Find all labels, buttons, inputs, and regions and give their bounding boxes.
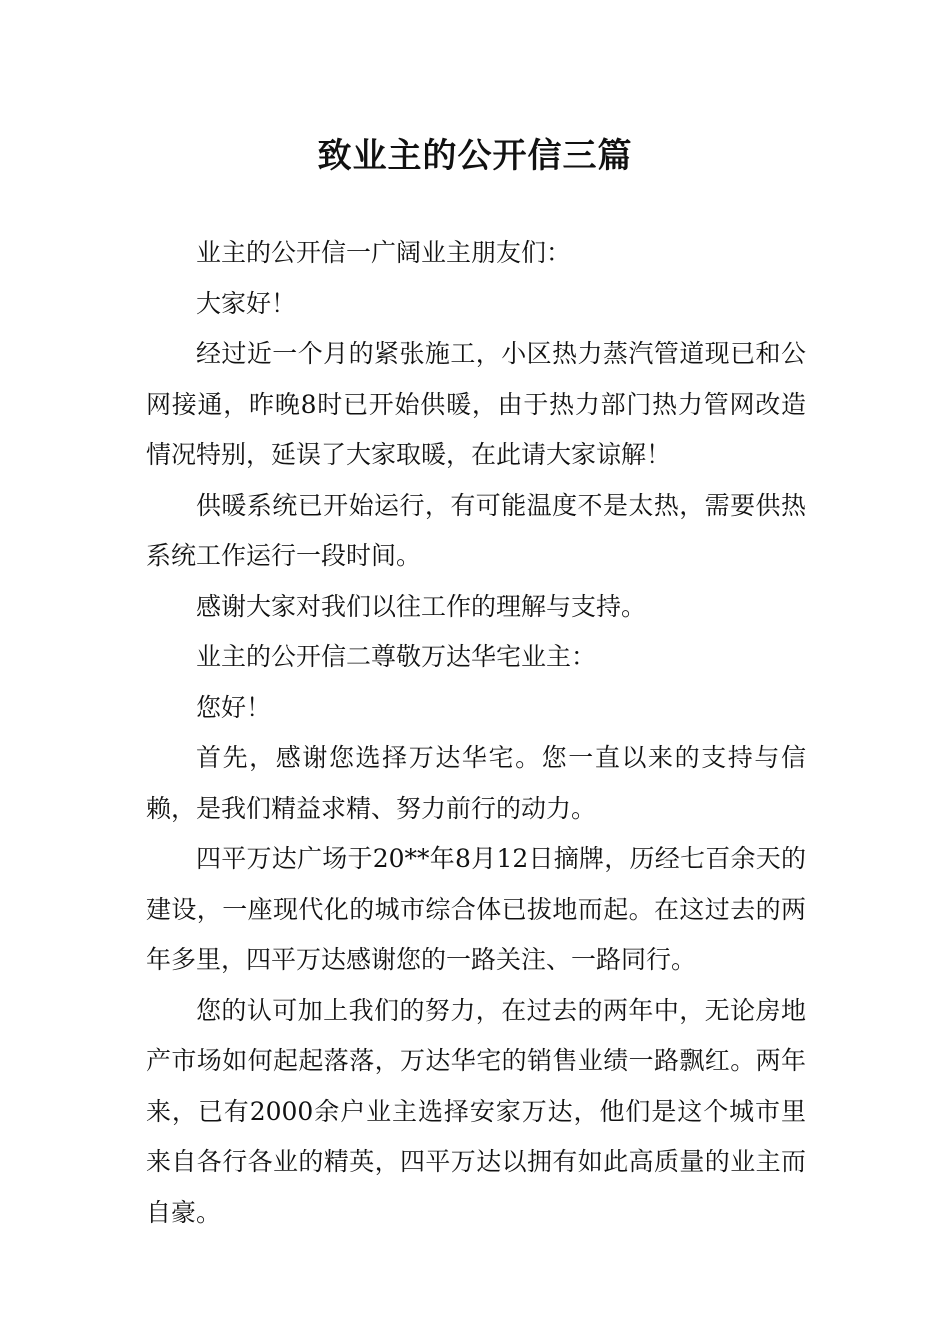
paragraph-first-thanks: 首先，感谢您选择万达华宅。您一直以来的支持与信赖，是我们精益求精、努力前行的动力。 [146,743,806,823]
paragraph-thanks: 感谢大家对我们以往工作的理解与支持。 [196,591,647,621]
paragraph-achievements: 您的认可加上我们的努力，在过去的两年中，无论房地产市场如何起起落落，万达华宅的销售业绩一路飘红。两年来，已有2000余户业主选择安家万达，他们是这个城市里来自各行各业的精英，四平万达以拥有如此高质量的业主而自豪。 [146,995,806,1227]
paragraph-heating-notice: 经过近一个月的紧张施工，小区热力蒸汽管道现已和公网接通，昨晚8时已开始供暖，由于热力部门热力管网改造情况特别，延误了大家取暖，在此请大家谅解！ [146,339,806,469]
paragraph-salutation-1: 大家好！ [196,288,297,318]
paragraph-greeting-2: 业主的公开信二尊敬万达华宅业主： [196,642,597,671]
paragraph-salutation-2: 您好！ [196,692,272,722]
paragraph-greeting-1: 业主的公开信一广阔业主朋友们： [196,238,572,267]
paragraph-history: 四平万达广场于20**年8月12日摘牌，历经七百余天的建设，一座现代化的城市综合体已拔地而起。在这过去的两年多里，四平万达感谢您的一路关注、一路同行。 [146,844,806,974]
document-title: 致业主的公开信三篇 [317,136,633,176]
document-body [146,228,806,1238]
paragraph-heating-system: 供暖系统已开始运行，有可能温度不是太热，需要供热系统工作运行一段时间。 [146,490,806,570]
